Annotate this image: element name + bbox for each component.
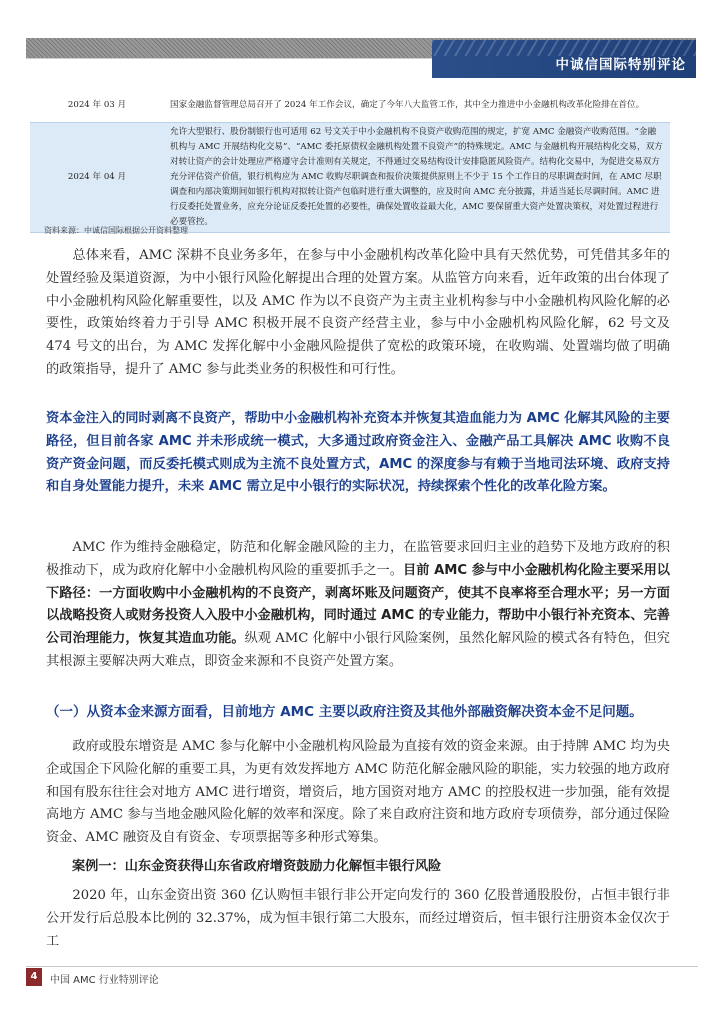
- table-source-note: 资料来源：中诚信国际根据公开资料整理: [44, 226, 188, 235]
- paragraph-amc-role-intro: AMC 作为维持金融稳定，防范和化解金融风险的主力，在监管要求回归主业的趋势下及地方政府的积极推动下，成为政府化解中小金融机构风险的重要抓手之一。: [46, 540, 670, 578]
- paragraph-summary: 总体来看，AMC 深耕不良业务多年，在参与中小金融机构改革化险中具有天然优势，可凭借其多年的处置经验及渠道资源，为中小银行风险化解提出合理的处置方案。从监管方向来看，近年政策的出台体现了中小金融机构风险化解重要性，以及 AMC 作为以不良资产为主责主业机构参与中小金融机构风险化解的必要性，政策始终着力于引导 AMC 积极开展不良资产经营主业，参与中小金融机构风险化解，62 号文及 474 号文的出台，为 AMC 发挥化解中小金融风险提供了宽松的政策环境，在收购端、处置端均做了明确的政策指导，提升了 AMC 参与此类业务的积极性和可行性。: [46, 248, 670, 377]
- policy-table: [30, 88, 670, 233]
- table-cell-date: 2024 年 04 月: [30, 123, 164, 233]
- paragraph-amc-role: [46, 537, 670, 674]
- footer-divider: [26, 966, 698, 967]
- table-row: [30, 123, 670, 233]
- case-title: 案例一：山东金资获得山东省政府增资鼓励力化解恒丰银行风险: [72, 859, 442, 874]
- page-number: 4: [26, 968, 42, 986]
- table-cell-content: 国家金融监督管理总局召开了 2024 年工作会议，确定了今年八大监管工作，其中全力推进中小金融机构改革化险排在首位。: [164, 88, 670, 123]
- table-cell-content: 允许大型银行、股份制银行也可适用 62 号文关于中小金融机构不良资产收购范围的规定，扩宽 AMC 金融资产收购范围。“金融机构与 AMC 开展结构化交易”、“AMC 委托原债权金融机构处置不良资产”的特殊规定。AMC 与金融机构开展结构化交易，双方对转让资产的会计处理应严格遵守会计准则有关规定，不得通过交易结构设计安排隐匿风险资产。结构化交易中，为促进交易双方充分评估资产价值，银行机构应为 AMC 收购尽职调查和报价决策提供原则上不少于 15 个工作日的尽职调查时间，在 AMC 尽职调查和内部决策期间如银行机构对拟转让资产包临时进行重大调整的，应及时向 AMC 充分披露，并适当延长尽调时间。AMC 进行反委托处置业务，应充分论证反委托处置的必要性，确保处置收益最大化，AMC 要保留重大资产处置决策权，对处置过程进行必要管控。: [164, 123, 670, 233]
- header-banner: [432, 40, 696, 78]
- paragraph-capital-source: 政府或股东增资是 AMC 参与化解中小金融机构风险最为直接有效的资金来源。由于持牌 AMC 均为央企或国企下风险化解的重要工具，为更有效发挥地方 AMC 防范化解金融风险的职能，实力较强的地方政府和国有股东往往会对地方 AMC 进行增资，增资后，地方国资对地方 AMC 的控股权进一步加强，能有效提高地方 AMC 参与当地金融风险化解的效率和深度。除了来自政府注资和地方政府专项债券，部分通过保险资金、AMC 融资及自有资金、专项票据等多种形式筹集。: [46, 739, 670, 846]
- paragraph-case-detail: 2020 年，山东金资出资 360 亿认购恒丰银行非公开定向发行的 360 亿股普通股股份，占恒丰银行非公开发行后总股本比例的 32.37%，成为恒丰银行第二大股东，而经过增资后，恒丰银行注册资本金仅次于工: [46, 888, 670, 949]
- paragraph-amc-role-conclusion: 纵观 AMC 化解中小银行风险案例，虽然化解风险的模式各有特色，但究其根源主要解决两大难点，即资金来源和不良资产处置方案。: [46, 631, 670, 669]
- section-heading: （一）从资本金来源方面看，目前地方 AMC 主要以政府注资及其他外部融资解决资本金不足问题。: [46, 704, 643, 720]
- report-title: 中诚信国际特别评论: [555, 57, 686, 73]
- table-cell-date: 2024 年 03 月: [30, 88, 164, 123]
- table-row: [30, 88, 670, 123]
- paragraph-amc-role-paths: 目前 AMC 参与中小金融机构化险主要采用以下路径：一方面收购中小金融机构的不良资产，剥离坏账及问题资产，使其不良率将至合理水平；另一方面以战略投资人或财务投资人入股中小金融机构，同时通过 AMC 的专业能力，帮助中小银行补充资本、完善公司治理能力，恢复其造血功能。: [46, 562, 670, 647]
- footer-title: 中国 AMC 行业特别评论: [50, 975, 159, 986]
- paragraph-key-finding: 资本金注入的同时剥离不良资产，帮助中小金融机构补充资本并恢复其造血能力为 AMC 化解其风险的主要路径，但目前各家 AMC 并未形成统一模式，大多通过政府资金注入、金融产品工具解决 AMC 收购不良资产资金问题，而反委托模式则成为主流不良处置方式，AMC 的深度参与有赖于当地司法环境、政府支持和自身处置能力提升，未来 AMC 需立足中小银行的实际状况，持续探索个性化的改革化险方案。: [46, 411, 670, 495]
- header-divider: [26, 58, 432, 59]
